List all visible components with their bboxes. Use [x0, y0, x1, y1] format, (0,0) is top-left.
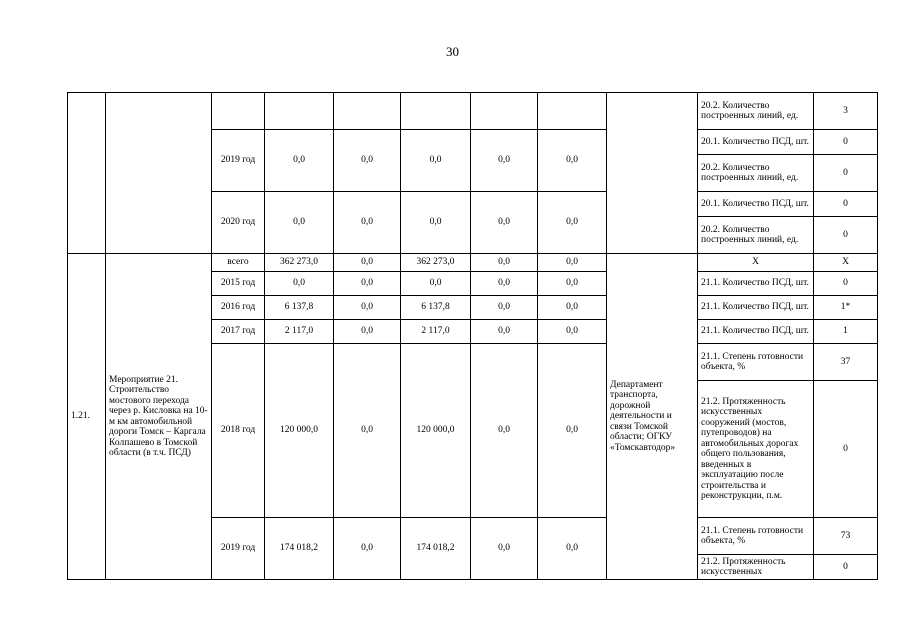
amount-cell: 6 137,8: [401, 296, 471, 320]
indicator-cell: 20.1. Количество ПСД, шт.: [698, 130, 814, 155]
amount-cell: 0,0: [538, 272, 607, 296]
indicator-value-cell: 1*: [814, 296, 878, 320]
number-cell: 1.21.: [68, 254, 106, 580]
indicator-cell: 21.2. Протяженность искусственных: [698, 555, 814, 580]
amount-cell: 0,0: [265, 272, 334, 296]
amount-cell: 362 273,0: [401, 254, 471, 272]
page-number: 30: [446, 44, 459, 59]
indicator-cell: 21.2. Протяженность искусственных сооружений (мостов, путепроводов) на автомобильных дорогах общего пользования, введенных в эксплуатацию после строительства и реконструкции, п.м.: [698, 381, 814, 518]
amount-cell: 0,0: [401, 130, 471, 192]
year-cell: 2015 год: [212, 272, 265, 296]
year-cell: всего: [212, 254, 265, 272]
year-cell: 2016 год: [212, 296, 265, 320]
name-cell: Мероприятие 21. Строительство мостового перехода через р. Кисловка на 10-м км автомобильной дороги Томск – Каргала Колпашево в Томской области (в т.ч. ПСД): [106, 254, 212, 580]
indicator-cell: 21.1. Степень готовности объекта, %: [698, 518, 814, 555]
amount-cell: 0,0: [471, 272, 538, 296]
amount-cell: 0,0: [471, 344, 538, 518]
amount-cell: 0,0: [538, 130, 607, 192]
indicator-value-cell: 0: [814, 192, 878, 217]
table-row: [68, 254, 878, 272]
amount-cell: 0,0: [538, 518, 607, 580]
indicator-value-cell: 0: [814, 155, 878, 192]
amount-cell: 120 000,0: [401, 344, 471, 518]
amount-cell: [538, 93, 607, 130]
name-cell: [106, 93, 212, 254]
indicator-value-cell: 1: [814, 320, 878, 344]
amount-cell: 6 137,8: [265, 296, 334, 320]
amount-cell: 0,0: [334, 320, 401, 344]
amount-cell: 0,0: [471, 296, 538, 320]
amount-cell: 0,0: [401, 272, 471, 296]
table-row: [68, 93, 878, 130]
amount-cell: 2 117,0: [401, 320, 471, 344]
amount-cell: 174 018,2: [401, 518, 471, 580]
amount-cell: 0,0: [538, 192, 607, 254]
indicator-value-cell: Х: [814, 254, 878, 272]
amount-cell: [265, 93, 334, 130]
amount-cell: 0,0: [471, 130, 538, 192]
amount-cell: 0,0: [471, 320, 538, 344]
year-cell: 2019 год: [212, 518, 265, 580]
indicator-value-cell: 37: [814, 344, 878, 381]
indicator-cell: 21.1. Количество ПСД, шт.: [698, 320, 814, 344]
amount-cell: 2 117,0: [265, 320, 334, 344]
amount-cell: 0,0: [334, 296, 401, 320]
year-cell: [212, 93, 265, 130]
amount-cell: 0,0: [334, 254, 401, 272]
amount-cell: 0,0: [471, 192, 538, 254]
amount-cell: 0,0: [334, 272, 401, 296]
indicator-value-cell: 73: [814, 518, 878, 555]
amount-cell: 0,0: [334, 344, 401, 518]
executor-cell: [607, 93, 698, 254]
year-cell: 2018 год: [212, 344, 265, 518]
indicator-cell: 21.1. Количество ПСД, шт.: [698, 296, 814, 320]
indicator-cell: 21.1. Степень готовности объекта, %: [698, 344, 814, 381]
amount-cell: 0,0: [401, 192, 471, 254]
indicator-value-cell: 0: [814, 130, 878, 155]
amount-cell: 0,0: [471, 518, 538, 580]
indicator-cell: 20.1. Количество ПСД, шт.: [698, 192, 814, 217]
indicator-cell: 20.2. Количество построенных линий, ед.: [698, 93, 814, 130]
indicator-cell: 20.2. Количество построенных линий, ед.: [698, 217, 814, 254]
amount-cell: 362 273,0: [265, 254, 334, 272]
amount-cell: 0,0: [334, 192, 401, 254]
amount-cell: 120 000,0: [265, 344, 334, 518]
amount-cell: 0,0: [471, 254, 538, 272]
amount-cell: 0,0: [265, 192, 334, 254]
indicator-cell: 21.1. Количество ПСД, шт.: [698, 272, 814, 296]
year-cell: 2019 год: [212, 130, 265, 192]
executor-cell: Департамент транспорта, дорожной деятельности и связи Томской области; ОГКУ «Томскавтодор»: [607, 254, 698, 580]
indicator-cell: 20.2. Количество построенных линий, ед.: [698, 155, 814, 192]
amount-cell: 0,0: [334, 518, 401, 580]
amount-cell: 0,0: [538, 344, 607, 518]
year-cell: 2020 год: [212, 192, 265, 254]
year-cell: 2017 год: [212, 320, 265, 344]
amount-cell: 0,0: [538, 254, 607, 272]
amount-cell: 0,0: [538, 296, 607, 320]
indicator-value-cell: 0: [814, 381, 878, 518]
indicator-cell: Х: [698, 254, 814, 272]
amount-cell: 0,0: [265, 130, 334, 192]
indicator-value-cell: 0: [814, 217, 878, 254]
number-cell: [68, 93, 106, 254]
amount-cell: 0,0: [538, 320, 607, 344]
indicator-value-cell: 0: [814, 555, 878, 580]
amount-cell: 0,0: [334, 130, 401, 192]
amount-cell: [471, 93, 538, 130]
indicator-value-cell: 0: [814, 272, 878, 296]
amount-cell: [334, 93, 401, 130]
amount-cell: 174 018,2: [265, 518, 334, 580]
indicator-value-cell: 3: [814, 93, 878, 130]
program-table: [67, 92, 878, 580]
amount-cell: [401, 93, 471, 130]
